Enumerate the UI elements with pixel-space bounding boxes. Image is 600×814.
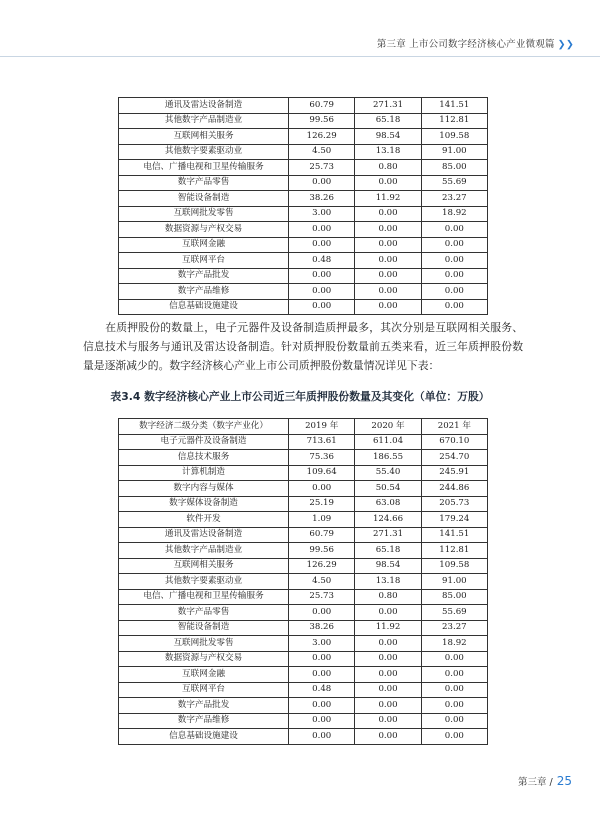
cell-2021: 85.00 [421, 160, 487, 176]
table-row [119, 512, 488, 528]
cell-category: 智能设备制造 [119, 191, 289, 207]
header-2020: 2020 年 [355, 419, 421, 435]
cell-2019: 126.29 [289, 558, 355, 574]
table-row [119, 113, 488, 129]
cell-2021: 109.58 [421, 129, 487, 145]
cell-2020: 0.00 [355, 175, 421, 191]
table-row [119, 605, 488, 621]
table-row [119, 481, 488, 497]
cell-category: 数字产品维修 [119, 713, 289, 729]
cell-2021: 112.81 [421, 543, 487, 559]
cell-2021: 0.00 [421, 698, 487, 714]
table-row [119, 651, 488, 667]
cell-category: 信息基础设施建设 [119, 729, 289, 745]
pledge-table-continued [118, 97, 488, 315]
table-row [119, 667, 488, 683]
page-footer [518, 774, 572, 788]
cell-category: 数字产品批发 [119, 268, 289, 284]
cell-2020: 0.00 [355, 682, 421, 698]
table-row [119, 434, 488, 450]
cell-2020: 13.18 [355, 144, 421, 160]
cell-2019: 0.48 [289, 253, 355, 269]
cell-2020: 63.08 [355, 496, 421, 512]
cell-category: 其他数字要素驱动业 [119, 574, 289, 590]
cell-2021: 55.69 [421, 605, 487, 621]
cell-2019: 75.36 [289, 450, 355, 466]
cell-2020: 0.80 [355, 160, 421, 176]
cell-2019: 4.50 [289, 144, 355, 160]
cell-2020: 0.00 [355, 713, 421, 729]
table-row [119, 222, 488, 238]
cell-2020: 98.54 [355, 558, 421, 574]
table-row [119, 636, 488, 652]
cell-2019: 0.00 [289, 481, 355, 497]
table-row [119, 98, 488, 114]
cell-2019: 713.61 [289, 434, 355, 450]
header-divider [0, 56, 600, 57]
table-row [119, 284, 488, 300]
cell-category: 互联网平台 [119, 682, 289, 698]
cell-2020: 65.18 [355, 543, 421, 559]
cell-2020: 0.00 [355, 284, 421, 300]
table-row [119, 299, 488, 315]
cell-2019: 25.19 [289, 496, 355, 512]
table-caption: 表3.4 数字经济核心产业上市公司近三年质押股份数量及其变化（单位：万股） [110, 390, 490, 403]
body-paragraph [83, 318, 523, 375]
cell-2020: 50.54 [355, 481, 421, 497]
table-row [119, 206, 488, 222]
table-row [119, 450, 488, 466]
cell-2021: 0.00 [421, 667, 487, 683]
table-row [119, 682, 488, 698]
cell-category: 互联网相关服务 [119, 558, 289, 574]
cell-category: 电子元器件及设备制造 [119, 434, 289, 450]
cell-category: 其他数字产品制造业 [119, 113, 289, 129]
cell-category: 电信、广播电视和卫星传输服务 [119, 160, 289, 176]
cell-2021: 0.00 [421, 729, 487, 745]
table-row [119, 465, 488, 481]
table-row [119, 160, 488, 176]
cell-2020: 0.00 [355, 268, 421, 284]
cell-2021: 179.24 [421, 512, 487, 528]
table1-body [119, 98, 488, 315]
cell-category: 信息技术服务 [119, 450, 289, 466]
cell-2021: 670.10 [421, 434, 487, 450]
cell-2019: 0.00 [289, 284, 355, 300]
cell-category: 其他数字产品制造业 [119, 543, 289, 559]
cell-category: 数字内容与媒体 [119, 481, 289, 497]
cell-2020: 0.00 [355, 237, 421, 253]
running-header [377, 36, 574, 50]
cell-2019: 0.00 [289, 667, 355, 683]
cell-2020: 0.00 [355, 206, 421, 222]
cell-category: 数字产品零售 [119, 605, 289, 621]
cell-category: 通讯及雷达设备制造 [119, 527, 289, 543]
cell-category: 数字媒体设备制造 [119, 496, 289, 512]
cell-2019: 25.73 [289, 589, 355, 605]
table-row [119, 253, 488, 269]
cell-2020: 13.18 [355, 574, 421, 590]
header-category: 数字经济二级分类（数字产业化） [119, 419, 289, 435]
cell-2021: 0.00 [421, 651, 487, 667]
cell-category: 互联网批发零售 [119, 206, 289, 222]
cell-2020: 11.92 [355, 620, 421, 636]
page-number: 25 [556, 774, 572, 788]
cell-2021: 0.00 [421, 253, 487, 269]
cell-2021: 244.86 [421, 481, 487, 497]
cell-2021: 141.51 [421, 98, 487, 114]
table-row [119, 543, 488, 559]
table-row [119, 527, 488, 543]
table-row [119, 698, 488, 714]
cell-2021: 91.00 [421, 144, 487, 160]
cell-category: 互联网平台 [119, 253, 289, 269]
cell-2019: 0.00 [289, 175, 355, 191]
cell-2020: 0.00 [355, 698, 421, 714]
cell-2020: 271.31 [355, 527, 421, 543]
cell-2020: 65.18 [355, 113, 421, 129]
cell-2019: 0.00 [289, 268, 355, 284]
cell-2021: 254.70 [421, 450, 487, 466]
cell-2021: 23.27 [421, 620, 487, 636]
cell-2019: 0.00 [289, 299, 355, 315]
cell-2020: 0.00 [355, 729, 421, 745]
cell-2020: 55.40 [355, 465, 421, 481]
cell-2021: 85.00 [421, 589, 487, 605]
table-row [119, 574, 488, 590]
cell-2020: 611.04 [355, 434, 421, 450]
cell-2019: 0.48 [289, 682, 355, 698]
header-2019: 2019 年 [289, 419, 355, 435]
cell-2020: 124.66 [355, 512, 421, 528]
cell-category: 互联网相关服务 [119, 129, 289, 145]
pledge-table [118, 418, 488, 745]
cell-2021: 0.00 [421, 284, 487, 300]
paragraph-text: 在质押股份的数量上，电子元器件及设备制造质押最多，其次分别是互联网相关服务、信息技术与服务与通讯及雷达设备制造。针对质押股份数量前五类来看，近三年质押股份数量是逐渐减少的。数字经济核心产业上市公司质押股份数量情况详见下表： [83, 321, 523, 372]
table-row [119, 589, 488, 605]
cell-category: 互联网金融 [119, 237, 289, 253]
cell-category: 通讯及雷达设备制造 [119, 98, 289, 114]
cell-2019: 38.26 [289, 620, 355, 636]
cell-2021: 141.51 [421, 527, 487, 543]
table-header-row [119, 419, 488, 435]
cell-2019: 0.00 [289, 713, 355, 729]
cell-2020: 0.00 [355, 253, 421, 269]
cell-2020: 11.92 [355, 191, 421, 207]
cell-2021: 91.00 [421, 574, 487, 590]
cell-category: 数字产品维修 [119, 284, 289, 300]
cell-2021: 109.58 [421, 558, 487, 574]
cell-2019: 60.79 [289, 527, 355, 543]
cell-2019: 99.56 [289, 543, 355, 559]
cell-2019: 0.00 [289, 237, 355, 253]
cell-2019: 0.00 [289, 605, 355, 621]
cell-category: 软件开发 [119, 512, 289, 528]
cell-2020: 0.00 [355, 299, 421, 315]
cell-2020: 186.55 [355, 450, 421, 466]
cell-2019: 4.50 [289, 574, 355, 590]
table-row [119, 237, 488, 253]
cell-2019: 126.29 [289, 129, 355, 145]
cell-2021: 0.00 [421, 299, 487, 315]
cell-2019: 109.64 [289, 465, 355, 481]
cell-2020: 0.00 [355, 636, 421, 652]
cell-2019: 38.26 [289, 191, 355, 207]
cell-category: 信息基础设施建设 [119, 299, 289, 315]
header-2021: 2021 年 [421, 419, 487, 435]
table-row [119, 558, 488, 574]
cell-2021: 55.69 [421, 175, 487, 191]
cell-2019: 25.73 [289, 160, 355, 176]
table-row [119, 191, 488, 207]
table-row [119, 144, 488, 160]
cell-2019: 99.56 [289, 113, 355, 129]
cell-2019: 0.00 [289, 651, 355, 667]
cell-2019: 0.00 [289, 729, 355, 745]
cell-2020: 0.00 [355, 667, 421, 683]
cell-category: 计算机制造 [119, 465, 289, 481]
cell-2020: 0.00 [355, 222, 421, 238]
table2-body [119, 434, 488, 744]
cell-2021: 0.00 [421, 222, 487, 238]
cell-2021: 0.00 [421, 682, 487, 698]
cell-category: 数据资源与产权交易 [119, 222, 289, 238]
table2-header [119, 419, 488, 435]
cell-category: 电信、广播电视和卫星传输服务 [119, 589, 289, 605]
cell-category: 数字产品零售 [119, 175, 289, 191]
cell-category: 数据资源与产权交易 [119, 651, 289, 667]
cell-2019: 3.00 [289, 206, 355, 222]
cell-category: 数字产品批发 [119, 698, 289, 714]
cell-2021: 18.92 [421, 636, 487, 652]
cell-category: 智能设备制造 [119, 620, 289, 636]
cell-2021: 0.00 [421, 268, 487, 284]
table-row [119, 175, 488, 191]
cell-2019: 60.79 [289, 98, 355, 114]
cell-2021: 0.00 [421, 713, 487, 729]
double-chevron-icon: ❯❯ [557, 39, 574, 50]
table-row [119, 620, 488, 636]
cell-2020: 98.54 [355, 129, 421, 145]
cell-2019: 0.00 [289, 222, 355, 238]
cell-2020: 0.00 [355, 605, 421, 621]
cell-category: 互联网金融 [119, 667, 289, 683]
cell-2021: 245.91 [421, 465, 487, 481]
table-row [119, 129, 488, 145]
cell-2019: 0.00 [289, 698, 355, 714]
footer-chapter: 第三章 / [517, 777, 553, 788]
table-row [119, 268, 488, 284]
cell-2021: 205.73 [421, 496, 487, 512]
cell-category: 其他数字要素驱动业 [119, 144, 289, 160]
cell-2019: 1.09 [289, 512, 355, 528]
cell-2020: 0.80 [355, 589, 421, 605]
cell-2021: 18.92 [421, 206, 487, 222]
cell-2021: 23.27 [421, 191, 487, 207]
cell-2021: 0.00 [421, 237, 487, 253]
table-row [119, 496, 488, 512]
header-title: 第三章 上市公司数字经济核心产业微观篇 [376, 39, 555, 50]
cell-2020: 271.31 [355, 98, 421, 114]
table-row [119, 729, 488, 745]
cell-2019: 3.00 [289, 636, 355, 652]
cell-2020: 0.00 [355, 651, 421, 667]
cell-category: 互联网批发零售 [119, 636, 289, 652]
table-row [119, 713, 488, 729]
cell-2021: 112.81 [421, 113, 487, 129]
